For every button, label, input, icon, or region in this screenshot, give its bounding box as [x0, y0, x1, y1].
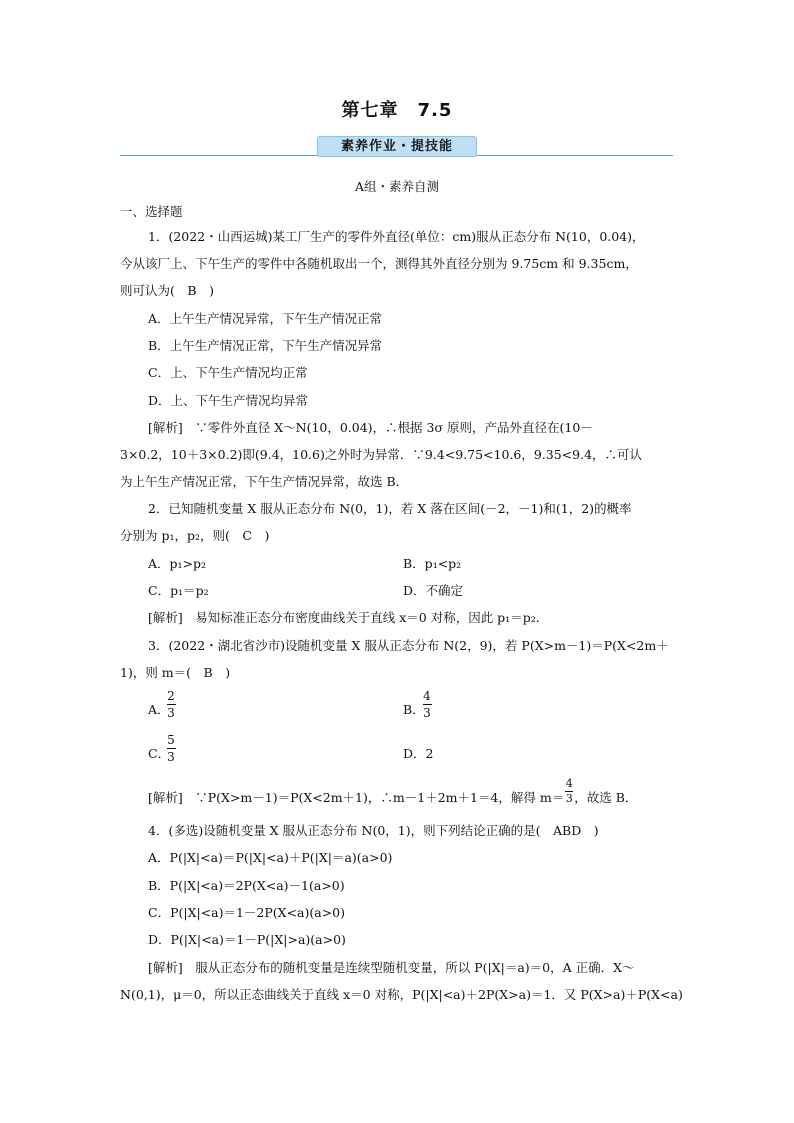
part-heading: 一、选择题: [120, 204, 183, 219]
q3-option-c-fraction: [164, 734, 178, 764]
q3-solution-text: [解析] ∵P(X>m－1)＝P(X<2m＋1)，∴m－1＋2m＋1＝4，解得 m＝: [148, 790, 565, 805]
fraction-denominator: 3: [167, 706, 175, 720]
fraction-denominator: 3: [423, 706, 431, 720]
q4-solution-line2: N(0,1)，μ＝0，所以正态曲线关于直线 x＝0 对称，P(|X|<a)＋2P(X>a)＝1．又 P(X>a)＋P(X<a): [120, 987, 683, 1002]
q3-stem-line2: 1)，则 m＝( B ): [120, 665, 231, 680]
q3-option-a-label: A．: [148, 702, 170, 717]
fraction-denominator: 3: [167, 750, 175, 764]
q3-option-d: D．2: [403, 746, 434, 761]
q4-solution-line1: [解析] 服从正态分布的随机变量是连续型随机变量，所以 P(|X|＝a)＝0，A 正确．X～: [148, 960, 635, 975]
q1-stem-line1: 1．(2022・山西运城)某工厂生产的零件外直径(单位：cm)服从正态分布 N(10，0.04)，: [148, 229, 645, 244]
q2-stem-line2: 分别为 p₁，p₂，则( C ): [120, 528, 270, 543]
fraction-bar: [167, 748, 176, 749]
q1-option-a: A．上午生产情况异常，下午生产情况正常: [148, 311, 383, 326]
q2-option-d: D．不确定: [403, 583, 464, 598]
q3-option-a-fraction: [164, 690, 178, 720]
q3-stem-line1: 3．(2022・湖北省沙市)设随机变量 X 服从正态分布 N(2，9)，若 P(X>m－1)＝P(X<2m＋: [148, 638, 669, 653]
banner-label: 素养作业・提技能: [317, 136, 477, 157]
q1-option-c: C．上、下午生产情况均正常: [148, 365, 308, 380]
fraction-numerator: 4: [423, 689, 431, 703]
q4-option-a: A．P(|X|<a)＝P(|X|<a)＋P(|X|＝a)(a>0): [148, 850, 393, 865]
q3-option-c-label: C．: [148, 746, 171, 761]
q2-solution: [解析] 易知标准正态分布密度曲线关于直线 x＝0 对称，因此 p₁＝p₂．: [148, 610, 549, 625]
q1-option-d: D．上、下午生产情况均异常: [148, 393, 309, 408]
fraction-bar: [167, 704, 176, 705]
q2-option-b: B．p₁<p₂: [403, 556, 462, 571]
q4-option-d: D．P(|X|<a)＝1－P(|X|>a)(a>0): [148, 932, 346, 947]
q1-option-b: B．上午生产情况正常，下午生产情况异常: [148, 338, 383, 353]
q1-solution-line1: [解析] ∵零件外直径 X～N(10，0.04)，∴根据 3σ 原则，产品外直径在(10－: [148, 420, 593, 435]
fraction-numerator: 4: [565, 777, 573, 790]
fraction-denominator: 3: [565, 792, 573, 805]
q3-option-b-label: B．: [403, 702, 425, 717]
q2-stem-line1: 2．已知随机变量 X 服从正态分布 N(0，1)，若 X 落在区间(－2，－1)和(1，2)的概率: [148, 501, 632, 516]
fraction-bar: [423, 704, 432, 705]
chapter-title: 第七章 7.5: [341, 100, 453, 121]
q4-stem: 4．(多选)设随机变量 X 服从正态分布 N(0，1)，则下列结论正确的是( ABD ): [148, 823, 599, 838]
q4-option-b: B．P(|X|<a)＝2P(X<a)－1(a>0): [148, 878, 345, 893]
q1-solution-line2: 3×0.2，10＋3×0.2)即(9.4，10.6)之外时为异常．∵9.4<9.75<10.6，9.35<9.4，∴可认: [120, 447, 643, 462]
section-title: A组・素养自测: [354, 179, 440, 194]
q2-option-a: A．p₁>p₂: [148, 556, 207, 571]
fraction-numerator: 2: [167, 689, 175, 703]
q3-solution: [148, 777, 638, 806]
fraction-numerator: 5: [167, 733, 175, 747]
q4-option-c: C．P(|X|<a)＝1－2P(X<a)(a>0): [148, 905, 346, 920]
q1-solution-line3: 为上午生产情况正常，下午生产情况异常，故选 B．: [120, 474, 409, 489]
q3-solution-fraction: [565, 778, 573, 805]
q2-option-c: C．p₁＝p₂: [148, 583, 209, 598]
q1-stem-line2: 今从该厂上、下午生产的零件中各随机取出一个，测得其外直径分别为 9.75cm 和 9.35cm，: [120, 256, 638, 271]
q3-solution-tail: ，故选 B．: [574, 790, 638, 805]
q3-option-b-fraction: [420, 690, 434, 720]
q1-stem-line3: 则可认为( B ): [120, 283, 214, 298]
banner-bar: [120, 136, 673, 158]
